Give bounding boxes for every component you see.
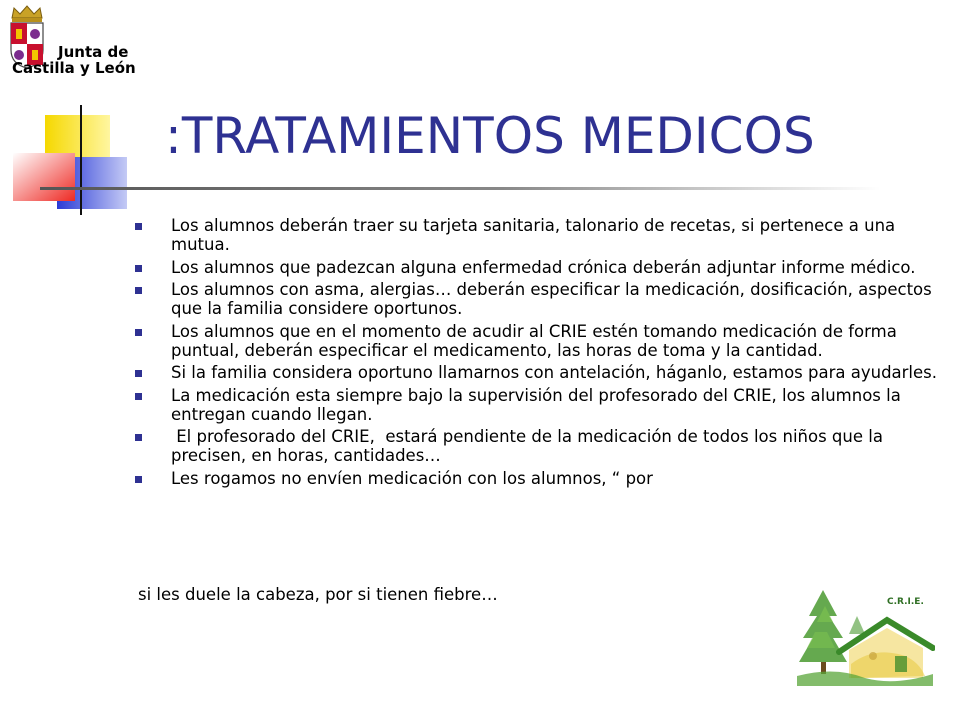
org-line1: Junta de	[58, 43, 129, 61]
list-item-text: Los alumnos que padezcan alguna enfermedad crónica deberán adjuntar informe médico.	[171, 257, 916, 277]
square-bullet-icon	[135, 287, 142, 294]
list-item-text: La medicación esta siempre bajo la supervisión del profesorado del CRIE, los alumnos la entregan cuando llegan.	[171, 385, 901, 424]
list-item	[132, 322, 942, 360]
list-item-text: Los alumnos deberán traer su tarjeta sanitaria, talonario de recetas, si pertenece a una mutua.	[171, 216, 896, 254]
list-item	[132, 469, 942, 488]
junta-logo-text	[12, 43, 182, 77]
list-item-text: Les rogamos no envíen medicación con los alumnos, “ por	[171, 468, 653, 488]
list-item-text: Los alumnos con asma, alergias… deberán especificar la medicación, dosificación, aspectos que la familia considere oportunos.	[171, 280, 932, 318]
square-bullet-icon	[135, 265, 142, 272]
list-item-text: Si la familia considera oportuno llamarnos con antelación, háganlo, estamos para ayudarles.	[171, 363, 938, 382]
square-bullet-icon	[135, 476, 142, 483]
org-line2: Castilla y León	[12, 59, 136, 77]
square-bullet-icon	[135, 329, 142, 336]
list-item-text: El profesorado del CRIE, estará pendiente de la medicación de todos los niños que la precisen, en horas, cantidades…	[171, 427, 889, 465]
square-bullet-icon	[135, 223, 142, 230]
list-item	[132, 363, 942, 382]
crie-logo-label: C.R.I.E.	[887, 597, 924, 607]
list-item-text: Los alumnos que en el momento de acudir al CRIE estén tomando medicación de forma puntual, deberán especificar el medicamento, las horas de toma y la cantidad.	[171, 321, 897, 360]
list-item	[132, 280, 942, 318]
list-item	[132, 427, 942, 465]
list-item	[132, 216, 942, 254]
title-underline	[40, 187, 880, 190]
square-bullet-icon	[135, 393, 142, 400]
crie-trees-house-icon	[795, 586, 935, 686]
list-item	[132, 258, 942, 277]
square-bullet-icon	[135, 434, 142, 441]
square-bullet-icon	[135, 370, 142, 377]
junta-logo	[6, 4, 136, 77]
trailing-text: si les duele la cabeza, por si tienen fiebre…	[138, 585, 498, 604]
page-title: :TRATAMIENTOS MEDICOS	[165, 107, 815, 165]
bullet-list	[132, 216, 942, 491]
list-item	[132, 386, 942, 424]
